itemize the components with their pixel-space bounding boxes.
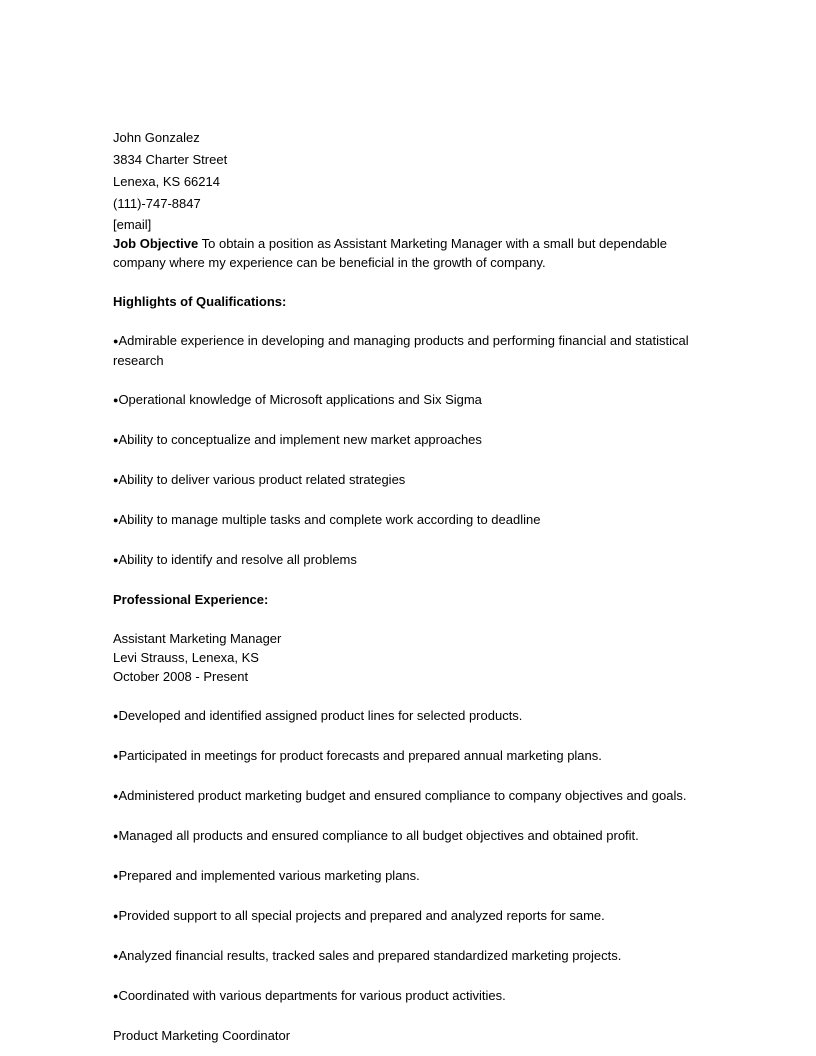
bullet-icon: ● — [113, 911, 119, 921]
job-company: Levi Strauss, Lenexa, KS — [113, 650, 259, 665]
bullet-icon: ● — [113, 475, 119, 485]
bullet-icon: ● — [113, 555, 119, 565]
list-item: ●Prepared and implemented various marketing plans. — [113, 868, 420, 883]
list-item: ●Developed and identified assigned product lines for selected products. — [113, 708, 523, 723]
job-duties-list — [113, 686, 713, 1006]
street-address: 3834 Charter Street — [113, 152, 228, 167]
bullet-icon: ● — [113, 751, 119, 761]
job-objective — [113, 234, 713, 272]
bullet-icon: ● — [113, 435, 119, 445]
bullet-icon: ● — [113, 515, 119, 525]
bullet-icon: ● — [113, 871, 119, 881]
job-entry — [113, 1026, 713, 1045]
email-address: [email] — [113, 217, 152, 232]
bullet-icon: ● — [113, 951, 119, 961]
list-item: ●Admirable experience in developing and managing products and performing financial and statistical research — [113, 333, 689, 368]
bullet-icon: ● — [113, 991, 119, 1001]
list-item: ●Ability to conceptualize and implement new market approaches — [113, 432, 482, 447]
qualifications-heading: Highlights of Qualifications: — [113, 294, 287, 309]
bullet-icon: ● — [113, 831, 119, 841]
city-state-zip: Lenexa, KS 66214 — [113, 174, 220, 189]
job-entry — [113, 629, 713, 1006]
contact-block — [113, 127, 713, 234]
list-item: ●Administered product marketing budget and ensured compliance to company objectives and goals. — [113, 788, 687, 803]
phone-number: (111)-747-8847 — [113, 196, 201, 211]
job-objective-label: Job Objective — [113, 236, 199, 251]
experience-heading: Professional Experience: — [113, 592, 269, 607]
job-objective-text: To obtain a position as Assistant Marketing Manager with a small but dependable company where my experience can be beneficial in the growth of company. — [113, 236, 668, 270]
list-item: ●Analyzed financial results, tracked sales and prepared standardized marketing projects. — [113, 948, 622, 963]
list-item: ●Participated in meetings for product forecasts and prepared annual marketing plans. — [113, 748, 602, 763]
job-title: Product Marketing Coordinator — [113, 1028, 291, 1043]
bullet-icon: ● — [113, 336, 119, 346]
list-item: ●Coordinated with various departments for various product activities. — [113, 988, 506, 1003]
list-item: ●Ability to manage multiple tasks and complete work according to deadline — [113, 512, 541, 527]
list-item: ●Ability to identify and resolve all problems — [113, 552, 357, 567]
list-item: ●Managed all products and ensured compliance to all budget objectives and obtained profit. — [113, 828, 639, 843]
resume-page — [113, 127, 713, 1045]
qualifications-list — [113, 311, 713, 570]
list-item: ●Operational knowledge of Microsoft applications and Six Sigma — [113, 392, 482, 407]
list-item: ●Provided support to all special projects and prepared and analyzed reports for same. — [113, 908, 605, 923]
bullet-icon: ● — [113, 395, 119, 405]
list-item: ●Ability to deliver various product related strategies — [113, 472, 406, 487]
bullet-icon: ● — [113, 791, 119, 801]
applicant-name: John Gonzalez — [113, 130, 200, 145]
job-title: Assistant Marketing Manager — [113, 631, 282, 646]
job-dates: October 2008 - Present — [113, 669, 249, 684]
bullet-icon: ● — [113, 711, 119, 721]
